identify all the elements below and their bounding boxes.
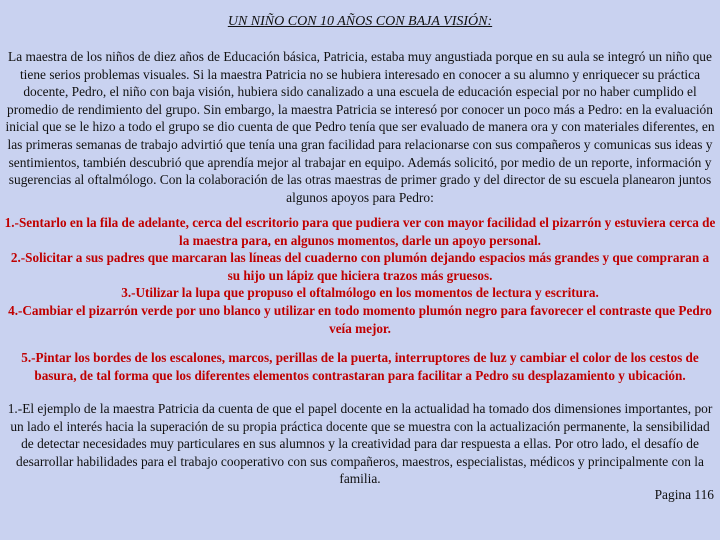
- measure-item-2: 2.-Solicitar a sus padres que marcaran las líneas del cuaderno con plumón dejando espacios más grandes y que compraran a su hijo un lápiz que hiciera trazos más gruesos.: [10, 250, 710, 283]
- document-title: UN NIÑO CON 10 AÑOS CON BAJA VISIÓN:: [227, 14, 493, 29]
- conclusion-paragraph: 1.-El ejemplo de la maestra Patricia da cuenta de que el papel docente en la actualidad ha tomado dos dimensiones importantes, por un lado el interés hacia la superación de su propia práctica docente que se muestra con la actualización permanente, la sensibilidad de detectar necesidades muy particulares en sus alumnos y la creatividad para dar respuesta a ellas. Por otro lado, el desafío de desarrollar habilidades para el trabajo cooperativo con sus compañeros, maestros, especialistas, médicos y principalmente con la familia.: [7, 401, 713, 487]
- page-number: Pagina 116: [654, 487, 714, 502]
- support-measures-list: [4, 214, 716, 337]
- measure-item-1: 1.-Sentarlo en la fila de adelante, cerca del escritorio para que pudiera ver con mayor facilidad el pizarrón y estuviera cerca de la maestra para, en algunos momentos, darle un apoyo personal.: [4, 215, 716, 248]
- intro-paragraph: La maestra de los niños de diez años de Educación básica, Patricia, estaba muy angustiada porque en su aula se integró un niño que tiene serios problemas visuales. Si la maestra Patricia no se hubiera interesado en conocer a su alumno y enriquecer su práctica docente, Pedro, el niño con baja visión, hubiera sido canalizado a una escuela de educación especial por no haber cumplido el promedio de rendimiento del grupo. Sin embargo, la maestra Patricia se interesó por conocer un poco más a Pedro: en la evaluación inicial que se le hizo a todo el grupo se dio cuenta de que Pedro tenía que ser evaluado de manera ora y con materiales diferentes, en las primeras semanas de trabajo advirtió que tenía una gran facilidad para relacionarse con sus compañeros y comunicas sus ideas y sentimientos, también descubrió que aprendía mejor al trabajar en equipo. Además solicitó, por medio de un reporte, información y sugerencias al oftalmólogo. Con la colaboración de las otras maestras de primer grado y del director de su escuela planearon juntos algunos apoyos para Pedro:: [5, 49, 715, 205]
- measure-item-3: 3.-Utilizar la lupa que propuso el oftalmólogo en los momentos de lectura y escritura.: [121, 285, 599, 301]
- measure-item-4: 4.-Cambiar el pizarrón verde por uno blanco y utilizar en todo momento plumón negro para favorecer el contraste que Pedro veía mejor.: [8, 302, 712, 336]
- measure-item-5: 5.-Pintar los bordes de los escalones, marcos, perillas de la puerta, interruptores de luz y cambiar el color de los cestos de basura, de tal forma que los diferentes elementos contrastaran para facilitar a Pedro su desplazamiento y ubicación.: [21, 350, 699, 383]
